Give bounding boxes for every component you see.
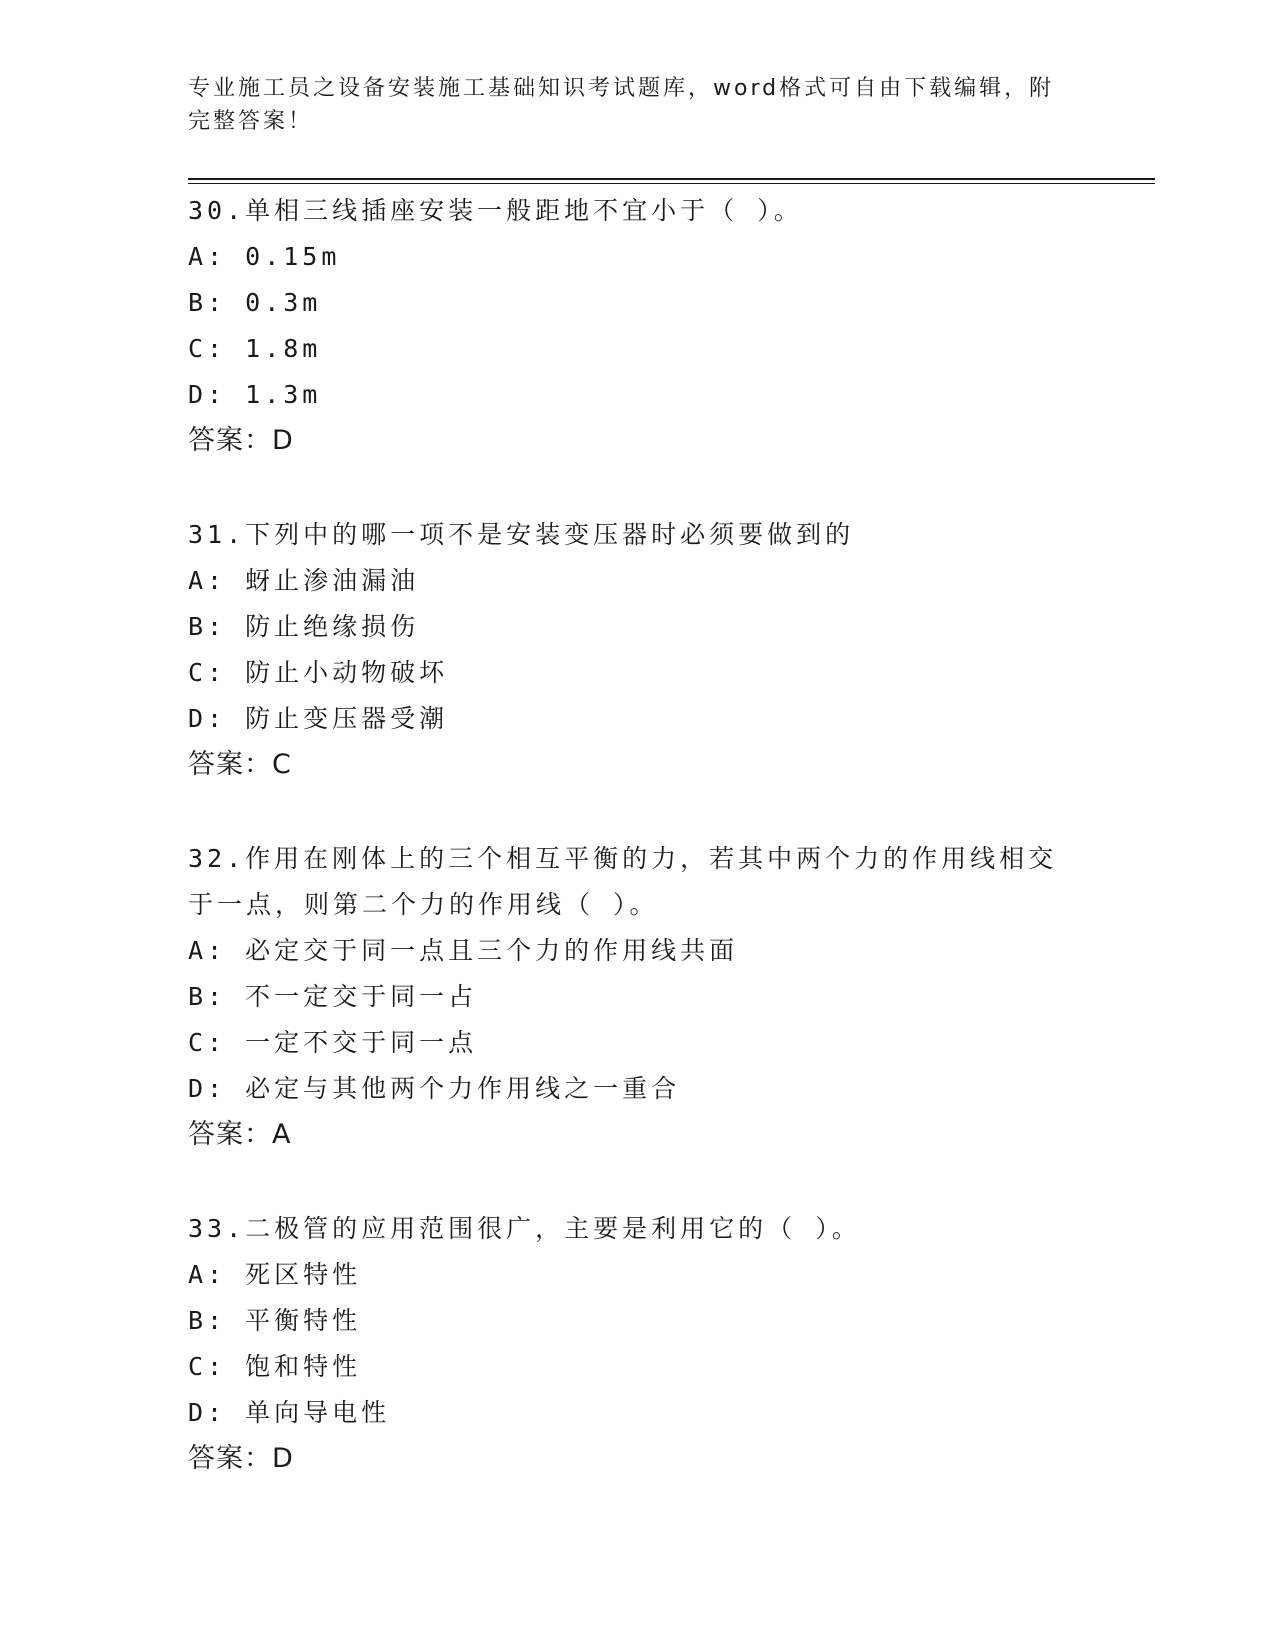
- question-32: [188, 836, 1088, 1158]
- option-a: A: 必定交于同一点且三个力的作用线共面: [188, 936, 739, 965]
- option-a: A: 蚜止渗油漏油: [188, 566, 420, 595]
- option-d: D: 必定与其他两个力作用线之一重合: [188, 1074, 681, 1103]
- answer-line: 答案：C: [188, 749, 292, 780]
- question-stem: 31.下列中的哪一项不是安装变压器时必须要做到的: [188, 520, 855, 549]
- question-stem: 30.单相三线插座安装一般距地不宜小于（ ）。: [188, 196, 803, 225]
- answer-line: 答案：D: [188, 425, 294, 456]
- question-list: [188, 188, 1088, 1530]
- option-c: C: 饱和特性: [188, 1352, 362, 1381]
- header-divider-thick: [188, 178, 1155, 180]
- option-a: A: 死区特性: [188, 1260, 362, 1289]
- option-b: B: 不一定交于同一占: [188, 982, 478, 1011]
- question-stem: 33.二极管的应用范围很广，主要是利用它的（ ）。: [188, 1214, 861, 1243]
- option-d: D: 单向导电性: [188, 1398, 391, 1427]
- document-header: 专业施工员之设备安装施工基础知识考试题库，word格式可自由下载编辑，附完整答案！: [188, 76, 1055, 134]
- option-d: D: 防止变压器受潮: [188, 704, 449, 733]
- option-c: C: 一定不交于同一点: [188, 1028, 478, 1057]
- option-d: D: 1.3m: [188, 380, 322, 409]
- question-stem: 32.作用在刚体上的三个相互平衡的力，若其中两个力的作用线相交于一点，则第二个力的作用线（ ）。: [188, 844, 1058, 919]
- answer-line: 答案：D: [188, 1443, 294, 1474]
- option-b: B: 防止绝缘损伤: [188, 612, 420, 641]
- option-c: C: 防止小动物破坏: [188, 658, 449, 687]
- question-33: [188, 1206, 1088, 1482]
- header-divider-thin: [188, 183, 1155, 184]
- answer-line: 答案：A: [188, 1119, 292, 1150]
- option-b: B: 平衡特性: [188, 1306, 362, 1335]
- question-31: [188, 512, 1088, 788]
- question-30: [188, 188, 1088, 464]
- option-b: B: 0.3m: [188, 288, 322, 317]
- option-a: A: 0.15m: [188, 242, 341, 271]
- option-c: C: 1.8m: [188, 334, 322, 363]
